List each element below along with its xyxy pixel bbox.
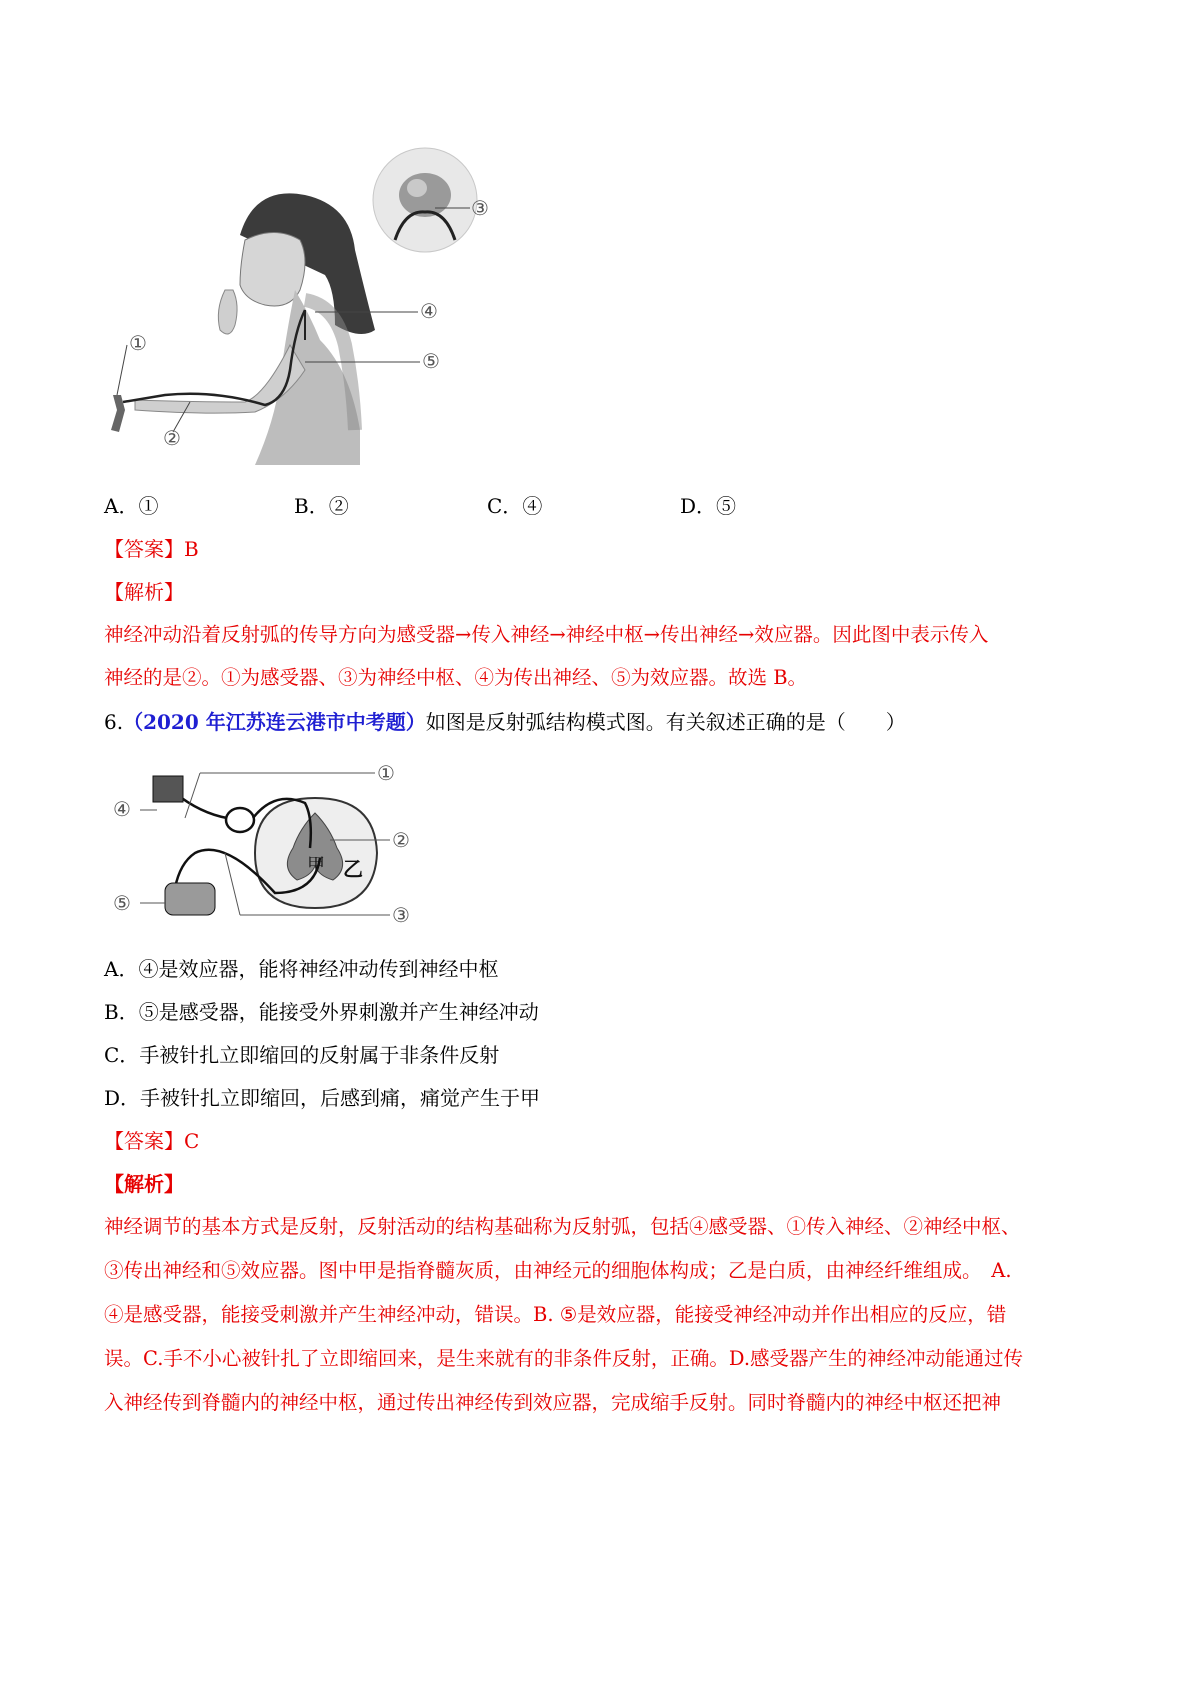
fig1-label-2: ② [163, 426, 181, 450]
reflex-figure-1 [105, 140, 505, 470]
q5-option-a [104, 492, 158, 520]
option-text: ⑤ [716, 494, 737, 518]
question-text: 如图是反射弧结构模式图。有关叙述正确的是（ ） [425, 710, 906, 734]
fig1-label-5: ⑤ [422, 349, 440, 373]
fig2-label-3: ③ [392, 903, 410, 927]
fig2-label-5: ⑤ [113, 891, 131, 915]
q6-analysis-line-1: 神经调节的基本方式是反射，反射活动的结构基础称为反射弧，包括④感受器、①传入神经、②神经中枢、 [104, 1215, 1021, 1238]
q6-answer [104, 1127, 199, 1155]
option-text: 手被针扎立即缩回的反射属于非条件反射 [139, 1043, 500, 1067]
q6-option-a [104, 955, 498, 983]
option-letter: C． [487, 494, 523, 518]
q6-analysis-line-3: ④是感受器，能接受刺激并产生神经冲动，错误。B. ⑤是效应器，能接受神经冲动并作出相应的反应，错 [104, 1303, 1007, 1326]
q6-analysis-line-2: ③传出神经和⑤效应器。图中甲是指脊髓灰质，由神经元的细胞体构成；乙是白质，由神经纤维组成。 A. [104, 1259, 1012, 1282]
question-number: 6. [104, 710, 124, 734]
reflex-arc-figure [105, 758, 425, 930]
option-text: ① [138, 494, 159, 518]
answer-value: B [184, 537, 199, 561]
q5-analysis-line-1: 神经冲动沿着反射弧的传导方向为感受器→传入神经→神经中枢→传出神经→效应器。因此图中表示传入 [104, 623, 989, 646]
receptor-skin [153, 776, 183, 802]
q6-option-d [104, 1084, 540, 1112]
option-letter: B． [294, 494, 329, 518]
rose [111, 395, 125, 432]
label-yi: 乙 [343, 857, 363, 881]
q5-analysis-line-2: 神经的是②。①为感受器、③为神经中枢、④为传出神经、⑤为效应器。故选 B。 [104, 666, 808, 689]
fig1-label-1: ① [129, 331, 147, 355]
answer-label: 【答案】 [104, 537, 184, 561]
question-source: （2020 年江苏连云港市中考题） [123, 710, 426, 734]
effector-muscle [165, 883, 215, 915]
option-text: ⑤是感受器，能接受外界刺激并产生神经冲动 [138, 1000, 539, 1024]
label-jia: 甲 [307, 855, 325, 876]
option-text: ② [328, 494, 349, 518]
fig2-label-2: ② [392, 828, 410, 852]
option-letter: D． [680, 494, 717, 518]
option-letter: D． [104, 1086, 141, 1110]
fig2-label-4: ④ [113, 797, 131, 821]
answer-value: C [184, 1129, 200, 1153]
q5-analysis-label: 【解析】 [104, 580, 184, 604]
fig1-label-3: ③ [471, 196, 489, 220]
q6-analysis-line-4: 误。C.手不小心被针扎了立即缩回来，是生来就有的非条件反射，正确。D.感受器产生的神经冲动能通过传 [104, 1347, 1024, 1370]
option-letter: A． [104, 957, 139, 981]
option-letter: B． [104, 1000, 139, 1024]
option-letter: C． [104, 1043, 140, 1067]
q6-analysis-label: 【解析】 [104, 1172, 184, 1196]
q5-option-c [487, 492, 542, 520]
option-text: ④ [522, 494, 543, 518]
q6-option-b [104, 998, 539, 1026]
option-text: ④是效应器，能将神经冲动传到神经中枢 [138, 957, 499, 981]
q5-answer [104, 535, 199, 563]
option-letter: A． [104, 494, 139, 518]
fig1-label-4: ④ [420, 299, 438, 323]
fig2-label-1: ① [377, 761, 395, 785]
answer-label: 【答案】 [104, 1129, 184, 1153]
ganglion [226, 808, 254, 832]
q6-option-c [104, 1041, 499, 1069]
q6-analysis-line-5: 入神经传到脊髓内的神经中枢，通过传出神经传到效应器，完成缩手反射。同时脊髓内的神经中枢还把神 [104, 1391, 1002, 1414]
option-text: 手被针扎立即缩回，后感到痛，痛觉产生于甲 [140, 1086, 541, 1110]
q6-stem [104, 708, 906, 736]
q5-option-b [294, 492, 349, 520]
q5-option-d [680, 492, 736, 520]
